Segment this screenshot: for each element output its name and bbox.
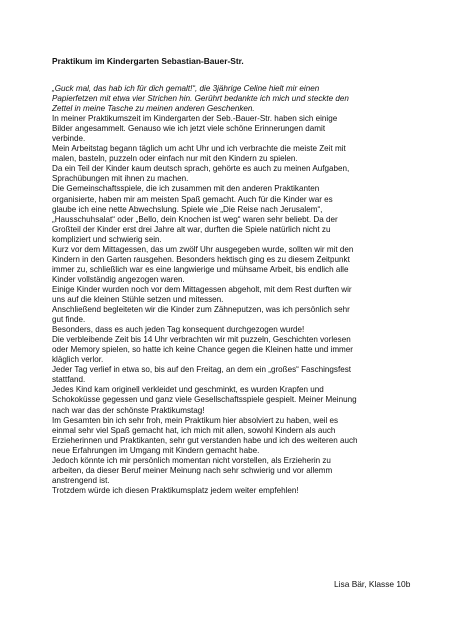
body-text-line: stattfand.: [52, 375, 86, 385]
body-text-line: einmal sehr viel Spaß gemacht hat, ich mich mit allen, sowohl Kindern als auch: [52, 425, 336, 435]
body-text-line: neue Erfahrungen im Umgang mit Kindern gemacht habe.: [52, 445, 260, 455]
body-text-line: Jedoch könnte ich mir persönlich momentan nicht vorstellen, als Erzieherin zu: [52, 455, 331, 465]
body-text-line: Die verbleibende Zeit bis 14 Uhr verbrachten wir mit puzzeln, Geschichten vorlesen: [52, 335, 351, 345]
body-text-line: Schokoküsse gegessen und ganz viele Gesellschaftsspiele gespielt. Meiner Meinung: [52, 395, 357, 405]
body-text-line: kompliziert und schwierig sein.: [52, 234, 162, 244]
body-text-line: Zettel in meine Tasche zu meinen anderen Geschenken.: [52, 104, 255, 114]
body-text-line: Großteil der Kinder erst drei Jahre alt war, durften die Spiele natürlich nicht zu: [52, 224, 331, 234]
body-text-line: „Guck mal, das hab ich für dich gemalt!“, die 3jährige Celine hielt mir einen: [52, 84, 320, 93]
body-text-line: Da ein Teil der Kinder kaum deutsch sprach, gehörte es auch zu meinen Aufgaben,: [52, 164, 350, 174]
body-text-line: Im Gesamten bin ich sehr froh, mein Praktikum hier absolviert zu haben, weil es: [52, 415, 339, 425]
body-text-line: Sprachübungen mit ihnen zu machen.: [52, 174, 189, 184]
body-text-line: Die Gemeinschaftsspiele, die ich zusammen mit den anderen Praktikanten: [52, 184, 320, 194]
body-text-line: Einige Kinder wurden noch vor dem Mittagessen abgeholt, mit dem Rest durften wir: [52, 284, 352, 294]
body-text-line: In meiner Praktikumszeit im Kindergarten der Seb.-Bauer-Str. haben sich einige: [52, 114, 338, 124]
document-title: Praktikum im Kindergarten Sebastian-Bauer-Str.: [52, 56, 244, 66]
body-text-line: Jeder Tag verlief in etwa so, bis auf den Freitag, an dem ein „großes“ Faschingsfest: [52, 365, 352, 375]
body-text-line: uns auf die kleinen Stühle setzen und mitessen.: [52, 294, 224, 304]
body-text-line: Anschließend begleiteten wir die Kinder zum Zähneputzen, was ich persönlich sehr: [52, 305, 350, 315]
body-text-line: Trotzdem würde ich diesen Praktikumsplatz jedem weiter empfehlen!: [52, 485, 299, 495]
body-text-line: Bilder angesammelt. Genauso wie ich jetzt viele schöne Erinnerungen damit: [52, 124, 326, 134]
author-signature: Lisa Bär, Klasse 10b: [334, 579, 411, 589]
body-text-line: gut finde.: [52, 315, 86, 325]
body-text-line: organisierte, haben mir am meisten Spaß gemacht. Auch für die Kinder war es: [52, 194, 333, 204]
body-text-line: Besonders, dass es auch jeden Tag konsequent durchgezogen wurde!: [52, 325, 305, 335]
document-body: [52, 84, 404, 496]
body-text-line: glaube ich eine nette Abwechslung. Spiele wie „Die Reise nach Jerusalem“,: [52, 204, 323, 214]
body-text-line: immer zu, schließlich war es eine langwierige und mühsame Arbeit, bis endlich alle: [52, 264, 349, 274]
body-text-line: nach war das der schönste Praktikumstag!: [52, 405, 205, 415]
body-text-line: Kindern in den Garten rausgehen. Besonders hektisch ging es zu diesem Zeitpunkt: [52, 254, 350, 264]
body-text-line: verbinde.: [52, 134, 86, 144]
body-text-line: „Hausschuhsalat“ oder „Bello, dein Knochen ist weg“ waren sehr beliebt. Da der: [52, 214, 338, 224]
body-text-line: Kurz vor dem Mittagessen, das um zwölf Uhr ausgegeben wurde, sollten wir mit den: [52, 244, 354, 254]
body-text-line: malen, basteln, puzzeln oder einfach nur mit den Kindern zu spielen.: [52, 154, 298, 164]
body-text-line: Kinder vollständig angezogen waren.: [52, 274, 185, 284]
body-text-line: Mein Arbeitstag begann täglich um acht Uhr und ich verbrachte die meiste Zeit mit: [52, 144, 346, 154]
body-text-line: oder Memory spielen, so hatte ich keine Chance gegen die Kleinen hatte und immer: [52, 345, 353, 355]
body-text-line: Jedes Kind kam originell verkleidet und geschminkt, es wurden Krapfen und: [52, 385, 324, 395]
body-text-line: Papierfetzen mit etwa vier Strichen hin. Gerührt bedankte ich mich und steckte den: [52, 94, 349, 104]
body-text-line: arbeiten, da dieser Beruf meiner Meinung nach sehr schwierig und vor allemm: [52, 465, 333, 475]
body-text-line: Erzieherinnen und Praktikanten, sehr gut verstanden habe und ich des weiteren auch: [52, 435, 358, 445]
body-text-line: kläglich verlor.: [52, 355, 104, 365]
body-text-line: anstrengend ist.: [52, 475, 110, 485]
